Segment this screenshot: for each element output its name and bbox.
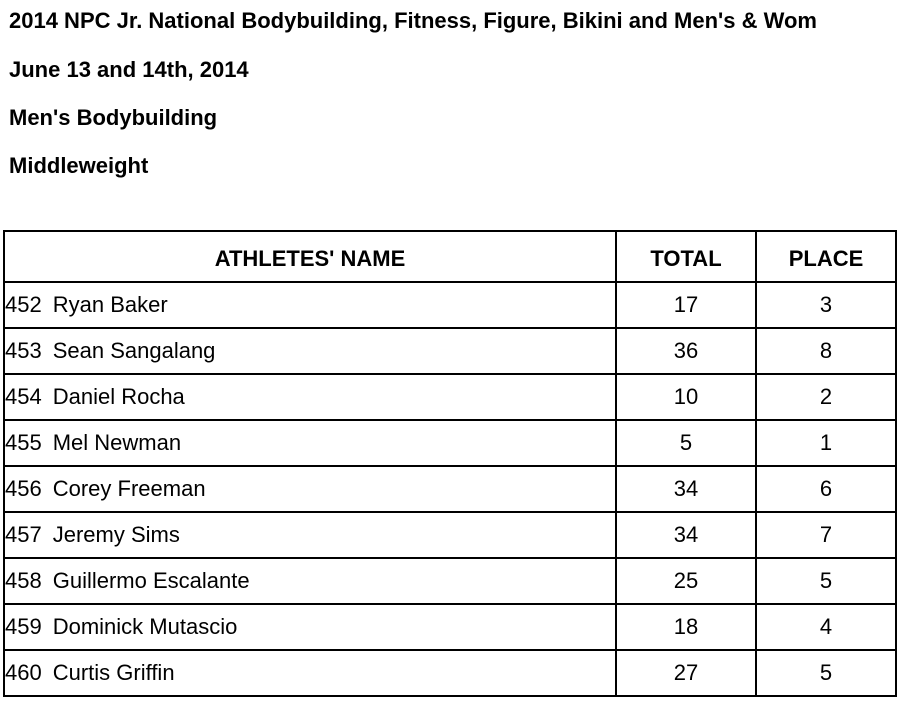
- athlete-name: Curtis Griffin: [52, 660, 175, 685]
- athlete-name: Guillermo Escalante: [52, 568, 250, 593]
- athlete-name: Sean Sangalang: [52, 338, 216, 363]
- athlete-cell: [4, 374, 616, 420]
- athlete-number: 458: [5, 568, 42, 593]
- total-cell: 34: [616, 466, 756, 512]
- total-cell: 25: [616, 558, 756, 604]
- total-cell: 5: [616, 420, 756, 466]
- place-cell: 5: [756, 558, 896, 604]
- athlete-number: 452: [5, 292, 42, 317]
- table-row: [4, 466, 896, 512]
- table-row: [4, 650, 896, 696]
- column-header-athletes-name: ATHLETES' NAME: [4, 231, 616, 282]
- athlete-number: 457: [5, 522, 42, 547]
- table-row: [4, 374, 896, 420]
- column-header-total: TOTAL: [616, 231, 756, 282]
- place-cell: 1: [756, 420, 896, 466]
- column-header-place: PLACE: [756, 231, 896, 282]
- athlete-number: 453: [5, 338, 42, 363]
- place-cell: 5: [756, 650, 896, 696]
- weight-class-heading: Middleweight: [9, 153, 149, 178]
- athlete-number: 454: [5, 384, 42, 409]
- results-table: [3, 230, 897, 697]
- total-cell: 36: [616, 328, 756, 374]
- table-row: [4, 512, 896, 558]
- athlete-name: Daniel Rocha: [52, 384, 185, 409]
- table-row: [4, 328, 896, 374]
- place-cell: 6: [756, 466, 896, 512]
- athlete-cell: [4, 282, 616, 328]
- total-cell: 10: [616, 374, 756, 420]
- athlete-number: 459: [5, 614, 42, 639]
- athlete-cell: [4, 558, 616, 604]
- athlete-cell: [4, 466, 616, 512]
- place-cell: 3: [756, 282, 896, 328]
- total-cell: 34: [616, 512, 756, 558]
- table-row: [4, 558, 896, 604]
- athlete-name: Mel Newman: [52, 430, 182, 455]
- total-cell: 18: [616, 604, 756, 650]
- athlete-name: Jeremy Sims: [52, 522, 180, 547]
- place-cell: 2: [756, 374, 896, 420]
- document-title: 2014 NPC Jr. National Bodybuilding, Fitness, Figure, Bikini and Men's & Wom: [9, 8, 817, 33]
- athlete-cell: [4, 328, 616, 374]
- athlete-cell: [4, 420, 616, 466]
- event-date: June 13 and 14th, 2014: [9, 57, 249, 82]
- athlete-name: Ryan Baker: [52, 292, 168, 317]
- place-cell: 7: [756, 512, 896, 558]
- place-cell: 4: [756, 604, 896, 650]
- athlete-number: 460: [5, 660, 42, 685]
- total-cell: 27: [616, 650, 756, 696]
- athlete-cell: [4, 604, 616, 650]
- table-header-row: [4, 231, 896, 282]
- athlete-name: Dominick Mutascio: [52, 614, 238, 639]
- table-row: [4, 282, 896, 328]
- table-row: [4, 604, 896, 650]
- athlete-number: 456: [5, 476, 42, 501]
- place-cell: 8: [756, 328, 896, 374]
- division-heading: Men's Bodybuilding: [9, 105, 218, 130]
- athlete-cell: [4, 512, 616, 558]
- athlete-number: 455: [5, 430, 42, 455]
- athlete-name: Corey Freeman: [52, 476, 206, 501]
- table-row: [4, 420, 896, 466]
- athlete-cell: [4, 650, 616, 696]
- total-cell: 17: [616, 282, 756, 328]
